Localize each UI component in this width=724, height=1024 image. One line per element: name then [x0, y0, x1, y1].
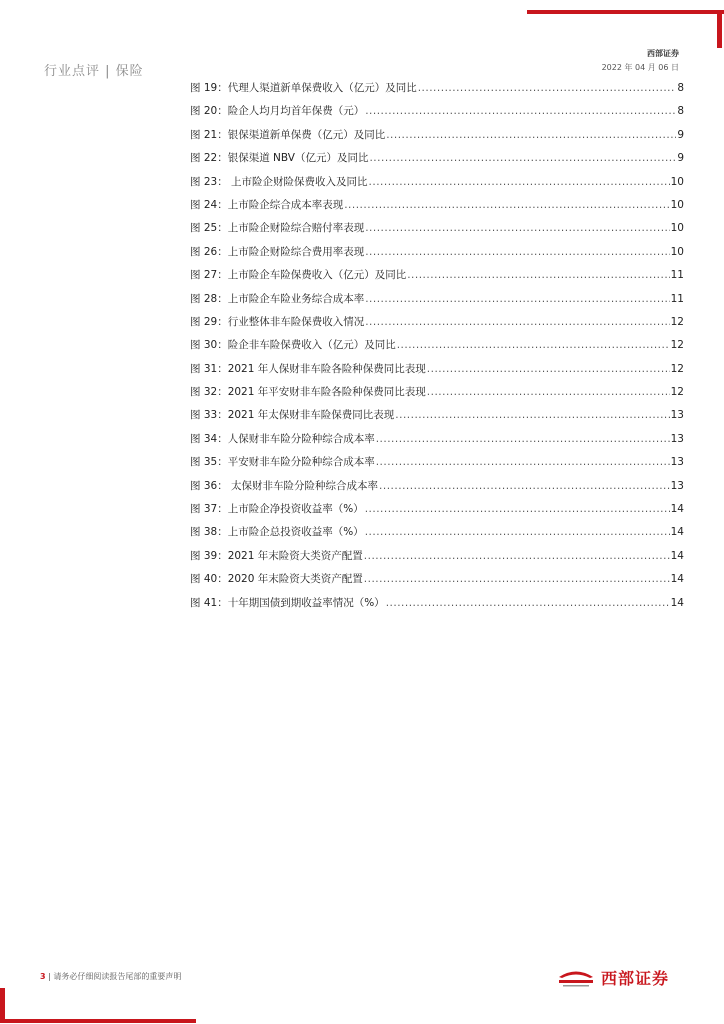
toc-entry-page: 8	[677, 82, 684, 94]
toc-entry-label: 图 40：2020 年末险资大类资产配置	[190, 573, 363, 586]
toc-entry-page: 13	[670, 479, 684, 492]
figure-index-list	[190, 80, 684, 618]
toc-leader-dots	[365, 503, 670, 515]
toc-entry-label: 图 27：上市险企车险保费收入（亿元）及同比	[190, 269, 407, 282]
toc-entry[interactable]	[190, 431, 684, 454]
toc-entry[interactable]	[190, 197, 684, 220]
toc-entry-page: 13	[670, 409, 684, 422]
toc-entry-page: 11	[670, 269, 684, 282]
toc-entry-label: 图 21：银保渠道新单保费（亿元）及同比	[190, 128, 386, 141]
toc-entry[interactable]	[190, 548, 684, 571]
toc-entry[interactable]	[190, 384, 684, 407]
toc-entry-page: 13	[670, 432, 684, 445]
toc-entry-page: 13	[670, 456, 684, 469]
toc-entry-page: 11	[670, 292, 684, 305]
toc-entry[interactable]	[190, 127, 684, 150]
logo-company-name: 西部证券	[601, 969, 670, 988]
toc-entry[interactable]	[190, 150, 684, 173]
toc-entry-label: 图 41：十年期国债到期收益率情况（%）	[190, 596, 385, 609]
toc-leader-dots	[379, 480, 670, 492]
toc-leader-dots	[376, 433, 670, 445]
report-header-info	[602, 47, 679, 75]
toc-leader-dots	[386, 597, 670, 609]
footer-disclaimer-block	[40, 971, 181, 982]
toc-entry-page: 14	[670, 503, 684, 516]
toc-leader-dots	[407, 269, 669, 281]
toc-entry-page: 14	[670, 573, 684, 586]
toc-entry-label: 图 31：2021 年人保财非车险各险种保费同比表现	[190, 362, 426, 375]
toc-entry[interactable]	[190, 103, 684, 126]
toc-leader-dots	[397, 339, 670, 351]
toc-leader-dots	[386, 129, 676, 141]
toc-leader-dots	[427, 386, 670, 398]
page-number: 3	[40, 972, 46, 981]
toc-entry-label: 图 35：平安财非车险分险种综合成本率	[190, 456, 375, 469]
footer-separator: |	[48, 972, 51, 981]
corner-accent-top-vertical	[717, 10, 722, 48]
toc-entry[interactable]	[190, 361, 684, 384]
corner-accent-top-horizontal	[527, 10, 724, 14]
toc-entry-label: 图 34：人保财非车险分险种综合成本率	[190, 432, 375, 445]
toc-entry-label: 图 26：上市险企财险综合费用率表现	[190, 245, 365, 258]
toc-entry[interactable]	[190, 501, 684, 524]
header-brand: 西部证券	[647, 49, 679, 58]
toc-entry-page: 12	[670, 386, 684, 399]
toc-entry-label: 图 32：2021 年平安财非车险各险种保费同比表现	[190, 386, 426, 399]
toc-entry-label: 图 28：上市险企车险业务综合成本率	[190, 292, 365, 305]
corner-accent-bottom-horizontal	[0, 1019, 196, 1023]
toc-entry-page: 9	[677, 152, 684, 165]
toc-entry[interactable]	[190, 244, 684, 267]
toc-entry-page: 10	[670, 245, 684, 258]
company-logo	[555, 966, 669, 989]
toc-entry-label: 图 30：险企非车险保费收入（亿元）及同比	[190, 339, 396, 352]
toc-leader-dots	[365, 293, 669, 305]
toc-entry[interactable]	[190, 571, 684, 594]
toc-entry-page: 14	[670, 526, 684, 539]
toc-entry-label: 图 23： 上市险企财险保费收入及同比	[190, 175, 368, 188]
toc-entry-label: 图 22：银保渠道 NBV（亿元）及同比	[190, 152, 369, 165]
toc-entry-label: 图 20：险企人均月均首年保费（元）	[190, 105, 365, 118]
toc-leader-dots	[418, 82, 677, 94]
toc-entry-label: 图 36： 太保财非车险分险种综合成本率	[190, 479, 379, 492]
toc-entry[interactable]	[190, 337, 684, 360]
toc-entry[interactable]	[190, 80, 684, 103]
toc-entry[interactable]	[190, 314, 684, 337]
toc-entry-label: 图 29：行业整体非车险保费收入情况	[190, 315, 365, 328]
toc-entry[interactable]	[190, 174, 684, 197]
report-section-label: 行业点评 | 保险	[44, 64, 144, 79]
toc-leader-dots	[365, 222, 669, 234]
toc-entry-page: 10	[670, 222, 684, 235]
corner-accent-bottom-vertical	[0, 988, 5, 1023]
toc-entry-label: 图 33：2021 年太保财非车险保费同比表现	[190, 409, 395, 422]
toc-entry-page: 14	[670, 596, 684, 609]
toc-entry[interactable]	[190, 454, 684, 477]
toc-leader-dots	[365, 526, 670, 538]
toc-entry-label: 图 39：2021 年末险资大类资产配置	[190, 549, 363, 562]
toc-entry-label: 图 24：上市险企综合成本率表现	[190, 198, 344, 211]
footer-disclaimer: 请务必仔细阅读报告尾部的重要声明	[53, 972, 182, 981]
toc-entry[interactable]	[190, 267, 684, 290]
toc-leader-dots	[395, 409, 669, 421]
toc-entry-page: 9	[677, 128, 684, 141]
toc-leader-dots	[376, 456, 670, 468]
toc-leader-dots	[365, 316, 669, 328]
toc-entry[interactable]	[190, 524, 684, 547]
toc-entry-page: 12	[670, 315, 684, 328]
toc-leader-dots	[365, 105, 676, 117]
toc-entry-page: 10	[670, 175, 684, 188]
toc-entry-label: 图 19：代理人渠道新单保费收入（亿元）及同比	[190, 82, 417, 94]
toc-entry-page: 12	[670, 362, 684, 375]
toc-entry-label: 图 38：上市险企总投资收益率（%）	[190, 526, 364, 539]
toc-entry-page: 12	[670, 339, 684, 352]
toc-entry-label: 图 37：上市险企净投资收益率（%）	[190, 503, 364, 516]
toc-entry-page: 14	[670, 549, 684, 562]
western-securities-logo-icon	[555, 968, 597, 988]
toc-entry[interactable]	[190, 595, 684, 618]
toc-leader-dots	[369, 176, 670, 188]
toc-leader-dots	[364, 573, 670, 585]
report-date: 2022 年 04 月 06 日	[601, 63, 679, 72]
toc-entry[interactable]	[190, 220, 684, 243]
toc-leader-dots	[427, 363, 670, 375]
toc-entry-label: 图 25：上市险企财险综合赔付率表现	[190, 222, 365, 235]
toc-leader-dots	[344, 199, 669, 211]
toc-entry[interactable]	[190, 291, 684, 314]
toc-leader-dots	[369, 152, 676, 164]
toc-leader-dots	[365, 246, 669, 258]
toc-entry[interactable]	[190, 478, 684, 501]
toc-entry[interactable]	[190, 407, 684, 430]
toc-leader-dots	[364, 550, 670, 562]
toc-entry-page: 10	[670, 198, 684, 211]
toc-entry-page: 8	[677, 105, 684, 118]
